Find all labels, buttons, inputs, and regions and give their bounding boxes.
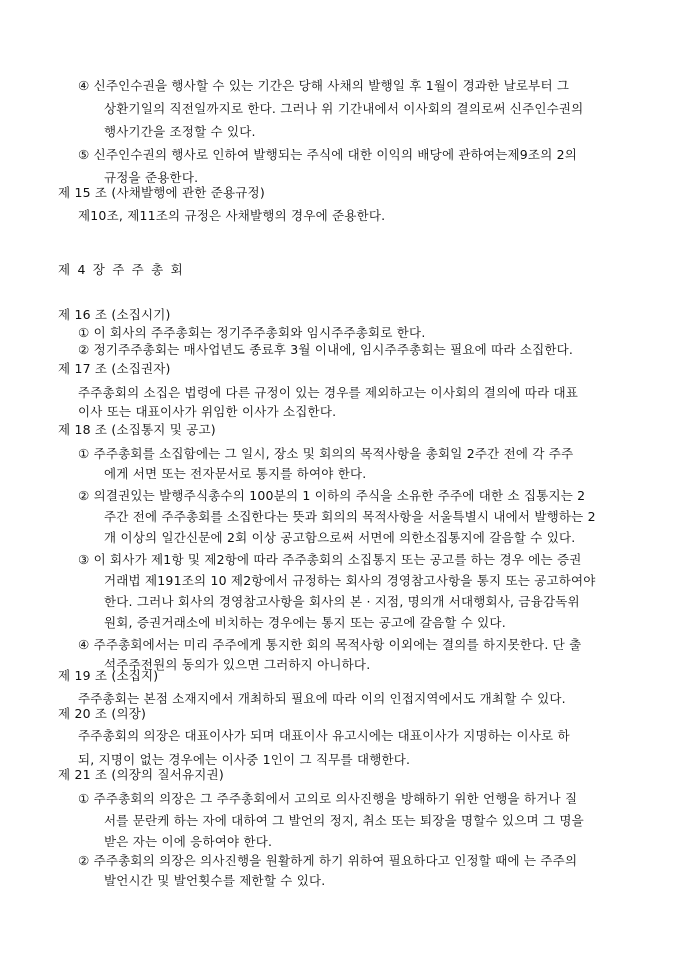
article-18-item-3-cont: 한다. 그러나 회사의 경영참고사항을 회사의 본 · 지점, 명의개 서대행회사, 금융감독위 (104, 594, 580, 609)
article-20-body-cont: 되, 지명이 없는 경우에는 이사중 1인이 그 직무를 대행한다. (78, 752, 411, 767)
article-21-item-2: ② 주주총회의 의장은 의사진행을 원활하게 하기 위하여 필요하다고 인정할 때에 는 주주의 (78, 853, 578, 868)
article-19-body: 주주총회는 본점 소재지에서 개최하되 필요에 따라 이의 인접지역에서도 개최할 수 있다. (78, 691, 566, 706)
article-17-body: 주주총회의 소집은 법령에 다른 규정이 있는 경우를 제외하고는 이사회의 결의에 따라 대표 (78, 385, 579, 400)
article-15-body: 제10조, 제11조의 규정은 사채발행의 경우에 준용한다. (78, 208, 386, 223)
article-18-item-4: ④ 주주총회에서는 미리 주주에게 통지한 회의 목적사항 이외에는 결의를 하지못한다. 단 출 (78, 637, 582, 652)
article-17-body-cont: 이사 또는 대표이사가 위임한 이사가 소집한다. (78, 404, 337, 419)
article-18-item-3: ③ 이 회사가 제1항 및 제2항에 따라 주주총회의 소집통지 또는 공고를 하는 경우 에는 증권 (78, 552, 582, 567)
article-16-item-2: ② 정기주주총회는 매사업년도 종료후 3월 이내에, 임시주주총회는 필요에 따라 소집한다. (78, 342, 574, 357)
article-21-heading: 제 21 조 (의장의 질서유지권) (58, 767, 224, 782)
article-18-item-3-cont: 원회, 증권거래소에 비치하는 경우에는 통지 또는 공고에 갈음할 수 있다. (104, 615, 506, 630)
article-21-item-1: ① 주주총회의 의장은 그 주주총회에서 고의로 의사진행을 방해하기 위한 언행을 하거나 질 (78, 791, 578, 806)
article-18-item-1-cont: 에게 서면 또는 전자문서로 통지를 하여야 한다. (104, 466, 367, 481)
article-18-item-4-cont: 석주주전원의 동의가 있으면 그러하지 아니하다. (104, 657, 371, 672)
article-20-body: 주주총회의 의장은 대표이사가 되며 대표이사 유고시에는 대표이사가 지명하는 이사로 하 (78, 728, 570, 743)
clause-14-item-5-cont: 규정을 준용한다. (104, 170, 199, 185)
article-18-item-2-cont: 개 이상의 일간신문에 2회 이상 공고함으로써 서면에 의한소집통지에 갈음할 수 있다. (104, 530, 576, 545)
article-18-heading: 제 18 조 (소집통지 및 공고) (58, 422, 216, 437)
article-18-item-1: ① 주주총회를 소집함에는 그 일시, 장소 및 회의의 목적사항을 총회일 2주간 전에 각 주주 (78, 446, 574, 461)
article-18-item-3-cont: 거래법 제191조의 10 제2항에서 규정하는 회사의 경영참고사항을 통지 또는 공고하여야 (104, 573, 596, 588)
article-15-heading: 제 15 조 (사채발행에 관한 준용규정) (58, 185, 265, 200)
article-21-item-1-cont: 서를 문란케 하는 자에 대하여 그 발언의 정지, 취소 또는 퇴장을 명할수 있으며 그 명을 (104, 813, 584, 828)
clause-14-item-5: ⑤ 신주인수권의 행사로 인하여 발행되는 주식에 대한 이익의 배당에 관하여는제9조의 2의 (78, 147, 578, 162)
clause-14-item-4-cont: 행사기간을 조정할 수 있다. (104, 124, 256, 139)
article-16-heading: 제 16 조 (소집시기) (58, 307, 171, 322)
clause-14-item-4-cont: 상환기일의 직전일까지로 한다. 그러나 위 기간내에서 이사회의 결의로써 신주인수권의 (104, 101, 584, 116)
article-20-heading: 제 20 조 (의장) (58, 706, 147, 721)
article-21-item-1-cont: 받은 자는 이에 응하여야 한다. (104, 834, 273, 849)
article-21-item-2-cont: 발언시간 및 발언횟수를 제한할 수 있다. (104, 873, 326, 888)
article-18-item-2: ② 의결권있는 발행주식총수의 100분의 1 이하의 주식을 소유한 주주에 대한 소 집통지는 2 (78, 488, 586, 503)
clause-14-item-4: ④ 신주인수권을 행사할 수 있는 기간은 당해 사채의 발행일 후 1월이 경과한 날로부터 그 (78, 78, 570, 93)
article-18-item-2-cont: 주간 전에 주주총회를 소집한다는 뜻과 회의의 목적사항을 서울특별시 내에서 발행하는 2 (104, 509, 596, 524)
article-19-heading: 제 19 조 (소집지) (58, 668, 159, 683)
article-16-item-1: ① 이 회사의 주주총회는 정기주주총회와 임시주주총회로 한다. (78, 325, 426, 340)
chapter-4-heading: 제 4 장 주 주 총 회 (58, 262, 183, 277)
article-17-heading: 제 17 조 (소집권자) (58, 361, 171, 376)
